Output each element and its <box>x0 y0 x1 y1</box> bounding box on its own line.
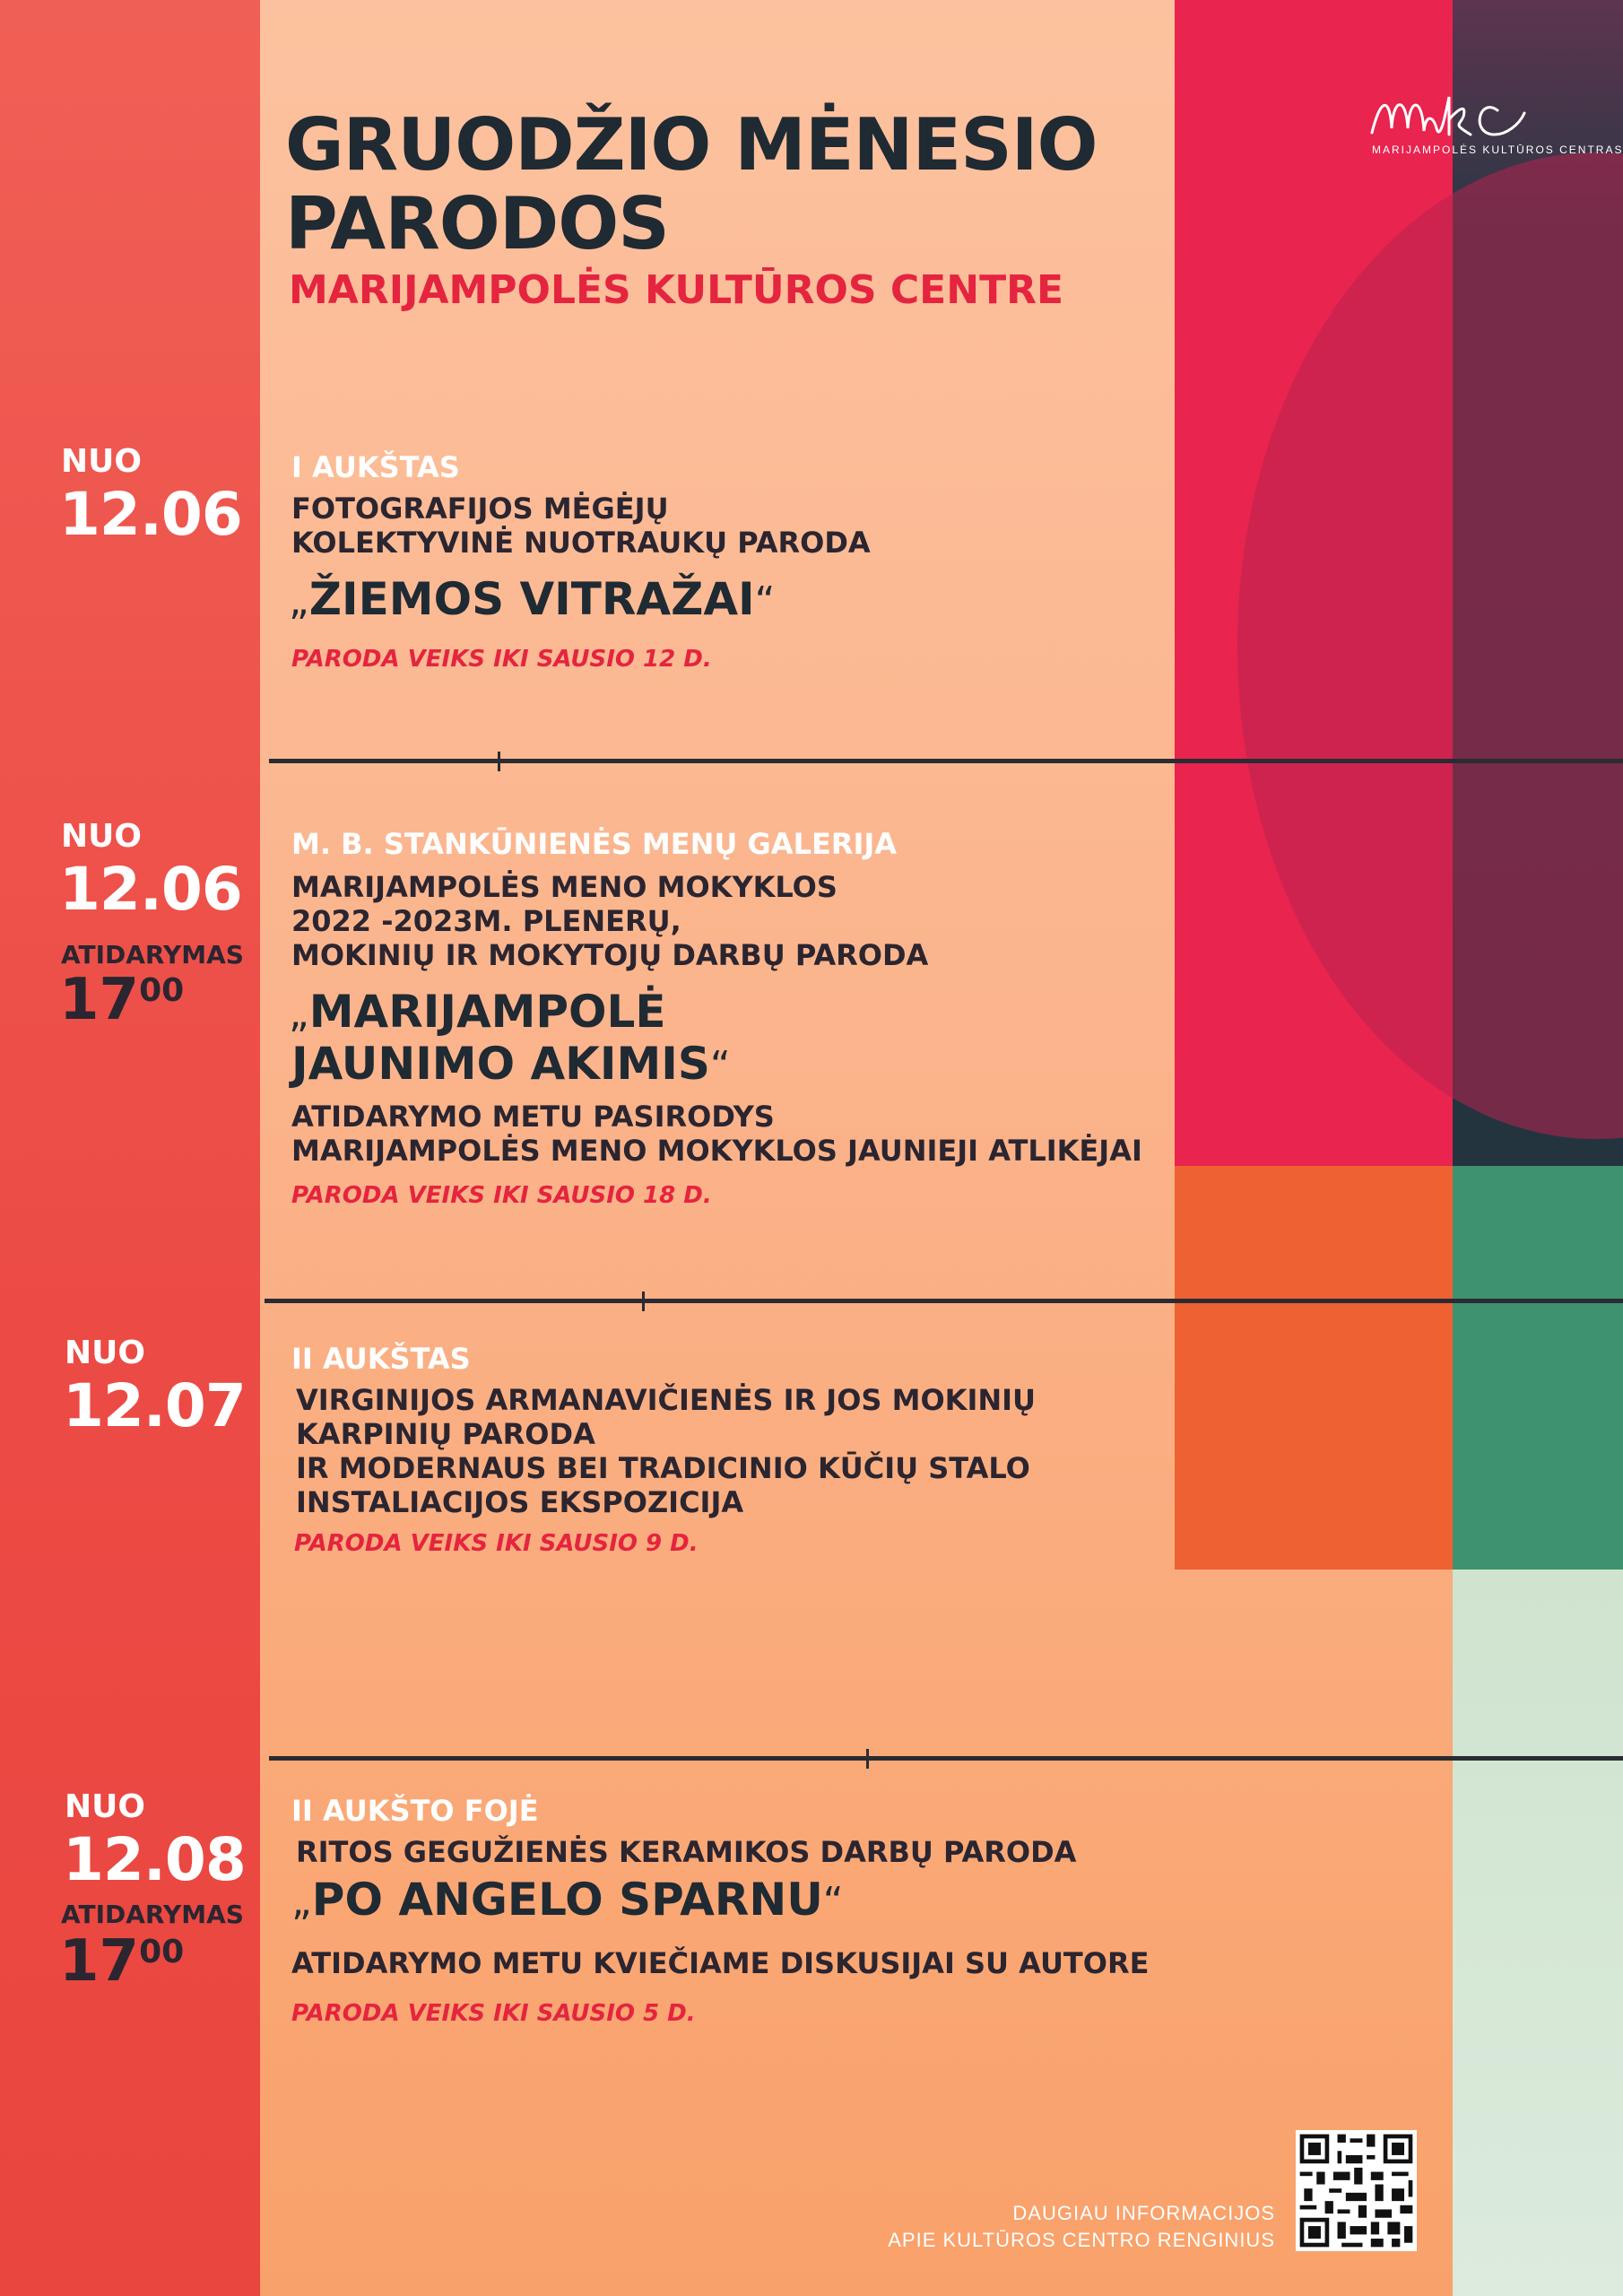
title-line-1: GRUODŽIO MĖNESIO <box>285 103 1098 187</box>
event-description-line: MOKINIŲ IR MOKYTOJŲ DARBŲ PARODA <box>291 938 929 972</box>
event-from-label: NUO <box>65 1788 145 1825</box>
logo-name: MARIJAMPOLĖS KULTŪROS CENTRAS <box>1372 144 1623 156</box>
footer-info-line: DAUGIAU INFORMACIJOS <box>1012 2202 1275 2224</box>
mint-panel <box>1453 1570 1623 2296</box>
opening-label: ATIDARYMAS <box>61 1900 244 1929</box>
event-location: II AUKŠTAS <box>291 1342 471 1376</box>
event-from-label: NUO <box>61 818 142 855</box>
event-from-label: NUO <box>65 1335 145 1371</box>
event-until: PARODA VEIKS IKI SAUSIO 5 D. <box>291 2000 696 2027</box>
event-title: „ŽIEMOS VITRAŽAI“ <box>289 573 776 625</box>
event-location: I AUKŠTAS <box>291 450 460 484</box>
event-title: „PO ANGELO SPARNU“ <box>291 1874 844 1926</box>
event-note-line: MARIJAMPOLĖS MENO MOKYKLOS JAUNIEJI ATLIKĖJAI <box>291 1134 1142 1168</box>
event-description-line: RITOS GEGUŽIENĖS KERAMIKOS DARBŲ PARODA <box>296 1835 1077 1869</box>
event-until: PARODA VEIKS IKI SAUSIO 18 D. <box>291 1182 712 1209</box>
event-date: 12.08 <box>63 1825 246 1894</box>
page-title <box>285 103 1098 265</box>
green-panel <box>1453 1166 1623 1570</box>
opening-label: ATIDARYMAS <box>61 940 244 970</box>
event-location: II AUKŠTO FOJĖ <box>291 1794 539 1828</box>
divider <box>265 1299 1623 1303</box>
opening-time: $17^{00}$ <box>59 967 185 1033</box>
event-note-line: ATIDARYMO METU PASIRODYS <box>291 1100 775 1134</box>
event-description-line: FOTOGRAFIJOS MĖGĖJŲ <box>291 491 669 526</box>
event-title: „MARIJAMPOLĖ <box>289 986 666 1038</box>
event-description-line: KOLEKTYVINĖ NUOTRAUKŲ PARODA <box>291 526 871 560</box>
event-description-line: MARIJAMPOLĖS MENO MOKYKLOS <box>291 870 838 904</box>
event-description-line: INSTALIACIJOS EKSPOZICIJA <box>296 1485 744 1519</box>
event-date: 12.06 <box>59 480 242 549</box>
event-description-line: 2022 -2023M. PLENERŲ, <box>291 904 681 938</box>
title-line-2: PARODOS <box>285 182 669 265</box>
qr-code-icon[interactable] <box>1296 2130 1417 2251</box>
opening-time: $17^{00}$ <box>59 1928 185 1995</box>
event-description-line: VIRGINIJOS ARMANAVIČIENĖS IR JOS MOKINIŲ <box>296 1383 1037 1417</box>
event-description-line: KARPINIŲ PARODA <box>296 1417 595 1451</box>
divider <box>269 1756 1623 1761</box>
divider-tick <box>866 1749 869 1769</box>
event-until: PARODA VEIKS IKI SAUSIO 9 D. <box>294 1530 699 1557</box>
event-location: M. B. STANKŪNIENĖS MENŲ GALERIJA <box>291 827 898 861</box>
event-description-line: IR MODERNAUS BEI TRADICINIO KŪČIŲ STALO <box>296 1451 1030 1485</box>
footer-info-line: APIE KULTŪROS CENTRO RENGINIUS <box>888 2229 1275 2251</box>
event-from-label: NUO <box>61 443 142 480</box>
divider-tick <box>498 752 500 771</box>
orange-panel <box>1175 1166 1453 1570</box>
divider-tick <box>642 1292 645 1311</box>
event-until: PARODA VEIKS IKI SAUSIO 12 D. <box>291 646 712 673</box>
event-title: JAUNIMO AKIMIS“ <box>291 1038 731 1090</box>
event-note-line: ATIDARYMO METU KVIEČIAME DISKUSIJAI SU AUTORE <box>291 1946 1150 1980</box>
divider <box>269 759 1623 763</box>
page-subtitle: MARIJAMPOLĖS KULTŪROS CENTRE <box>289 267 1064 313</box>
event-date: 12.07 <box>63 1371 246 1440</box>
event-date: 12.06 <box>59 855 242 924</box>
